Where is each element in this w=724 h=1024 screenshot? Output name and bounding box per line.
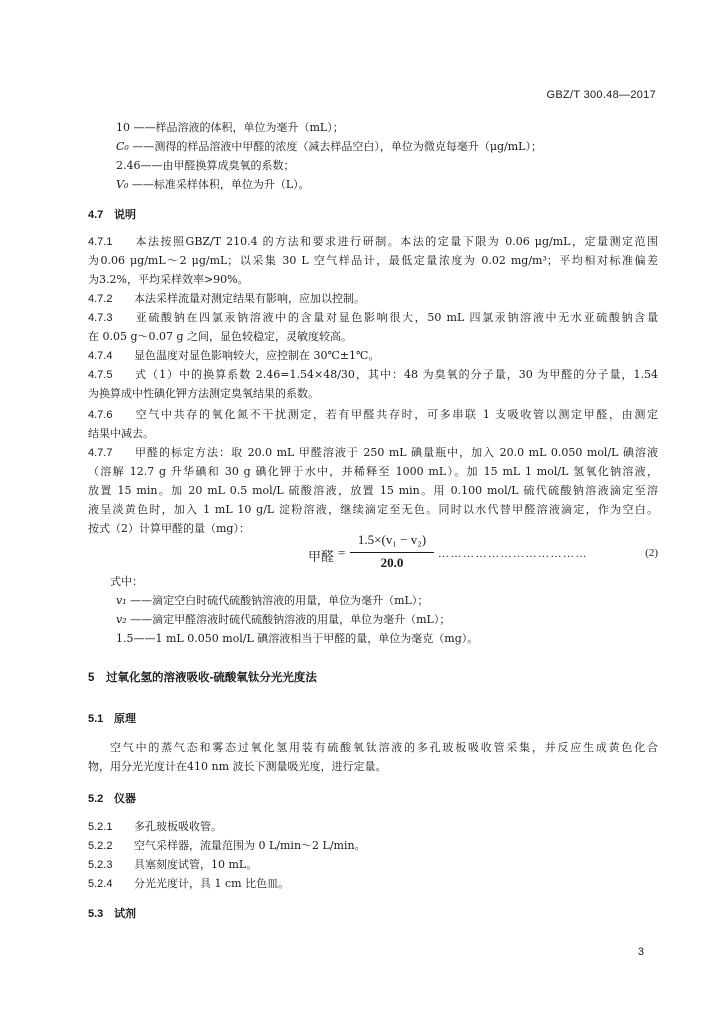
- symbol: 1.5: [116, 632, 134, 645]
- symbol: v₁: [116, 594, 127, 607]
- symbol: C₀: [116, 140, 129, 153]
- symbol-desc: ——样品溶液的体积，单位为毫升（mL）；: [130, 121, 344, 134]
- section-heading-5: 5 过氧化氢的溶液吸收-硫酸氧钛分光光度法: [88, 672, 317, 684]
- clause-text: 液呈淡黄色时，加入 1 mL 10 g/L 淀粉溶液，继续滴定至无色。同时以水代替甲醛溶液滴定，作为空白。: [88, 503, 658, 516]
- symbol: 2.46: [116, 159, 141, 172]
- where-label: 式中：: [110, 575, 143, 588]
- instrument-item: 5.2.3 具塞刻度试管，10 mL。: [88, 858, 258, 871]
- clause-text: 放置 15 min。加 20 mL 0.5 mol/L 硫酸溶液，放置 15 min。用 0.100 mol/L 硫代硫酸钠溶液滴定至溶: [88, 484, 658, 497]
- clause-text: 为换算成中性碘化钾方法测定臭氧结果的系数。: [88, 387, 319, 400]
- standard-code: GBZ/T 300.48—2017: [546, 89, 656, 101]
- symbol-def: [116, 118, 686, 137]
- section-heading-5-1: 5.1 原理: [88, 713, 136, 725]
- principle-text: 空气中的蒸气态和雾态过氧化氢用装有硫酸氧钛溶液的多孔玻板吸收管采集，并反应生成黄色化合: [110, 741, 658, 754]
- clause-4-7-2: 4.7.2 本法采样流量对测定结果有影响，应加以控制。: [88, 292, 365, 305]
- symbol-def: [116, 610, 686, 629]
- clause-4-7-7: 4.7.7 甲醛的标定方法：取 20.0 mL 甲醛溶液于 250 mL 碘量瓶中，加入 20.0 mL 0.050 mol/L 碘溶液: [88, 446, 658, 459]
- symbol-desc: ——滴定甲醛溶液时硫代硫酸钠溶液的用量，单位为毫升（mL）；: [126, 613, 451, 626]
- formula-2: [308, 532, 658, 576]
- instrument-item: 5.2.1 多孔玻板吸收管。: [88, 820, 222, 833]
- clause-text: 按式（2）计算甲醛的量（mg）：: [88, 522, 250, 535]
- symbol-def: [116, 175, 686, 194]
- leader-dots: ………………………………: [438, 548, 588, 560]
- formula-numerator: 1.5×(v₁ − v₂): [357, 532, 427, 547]
- symbol-def: [116, 591, 686, 610]
- symbol-desc: ——标准采样体积，单位为升（L）。: [128, 178, 310, 191]
- symbol-desc: ——测得的样品溶液中甲醛的浓度（减去样品空白），单位为微克每毫升（μg/mL）；: [128, 140, 542, 153]
- section-heading-5-3: 5.3 试剂: [88, 908, 136, 920]
- clause-4-7-4: 4.7.4 显色温度对显色影响较大，应控制在 30℃±1℃。: [88, 349, 380, 362]
- symbol-desc: ——滴定空白时硫代硫酸钠溶液的用量，单位为毫升（mL）；: [126, 594, 429, 607]
- clause-text: 在 0.05 g～0.07 g 之间，显色较稳定，灵敏度较高。: [88, 330, 353, 343]
- symbol-desc: ——由甲醛换算成臭氧的系数；: [140, 159, 295, 172]
- symbol: 10: [116, 121, 130, 134]
- clause-4-7-3: 4.7.3 亚硫酸钠在四氯汞钠溶液中的含量对显色影响很大，50 mL 四氯汞钠溶液中无水亚硫酸钠含量: [88, 311, 658, 324]
- symbol-def: [116, 629, 686, 648]
- formula-number: (2): [645, 547, 658, 559]
- clause-text: 结果中减去。: [88, 427, 154, 440]
- instrument-item: 5.2.2 空气采样器，流量范围为 0 L/min～2 L/min。: [88, 839, 366, 852]
- symbol-desc: ——1 mL 0.050 mol/L 碘溶液相当于甲醛的量，单位为毫克（mg）。: [133, 632, 479, 645]
- instrument-item: 5.2.4 分光光度计，具 1 cm 比色皿。: [88, 877, 290, 890]
- equals-sign: =: [338, 545, 346, 560]
- symbol-def: [116, 156, 686, 175]
- clause-4-7-6: 4.7.6 空气中共存的氧化氮不干扰测定，若有甲醛共存时，可多串联 1 支吸收管以测定甲醛，由测定: [88, 408, 658, 421]
- section-heading-4-7: 4.7 说明: [88, 209, 136, 221]
- symbol: v₂: [116, 613, 127, 626]
- formula-denominator: 20.0: [380, 555, 404, 570]
- formula-fraction: [350, 532, 434, 571]
- section-heading-5-2: 5.2 仪器: [88, 793, 136, 805]
- clause-text: 为0.06 μg/mL～2 μg/mL；以采集 30 L 空气样品计，最低定量浓度为 0.02 mg/m³；平均相对标准偏差: [88, 254, 658, 267]
- page-number: 3: [637, 946, 644, 958]
- fraction-bar: [350, 552, 434, 553]
- clause-4-7-5: 4.7.5 式（1）中的换算系数 2.46=1.54×48/30，其中：48 为臭氧的分子量，30 为甲醛的分子量，1.54: [88, 368, 658, 381]
- symbol: V₀: [116, 178, 129, 191]
- clause-4-7-1: 4.7.1 本法按照GBZ/T 210.4 的方法和要求进行研制。本法的定量下限为 0.06 μg/mL，定量测定范围: [88, 235, 658, 248]
- symbol-def: [116, 137, 686, 156]
- clause-text: 为3.2%，平均采样效率>90%。: [88, 273, 249, 286]
- clause-text: （溶解 12.7 g 升华碘和 30 g 碘化钾于水中，并稀释至 1000 mL）。加 15 mL 1 mol/L 氢氧化钠溶液，: [88, 465, 658, 478]
- principle-text: 物，用分光光度计在410 nm 波长下测量吸光度，进行定量。: [88, 760, 387, 773]
- formula-lhs: 甲醛: [308, 549, 335, 564]
